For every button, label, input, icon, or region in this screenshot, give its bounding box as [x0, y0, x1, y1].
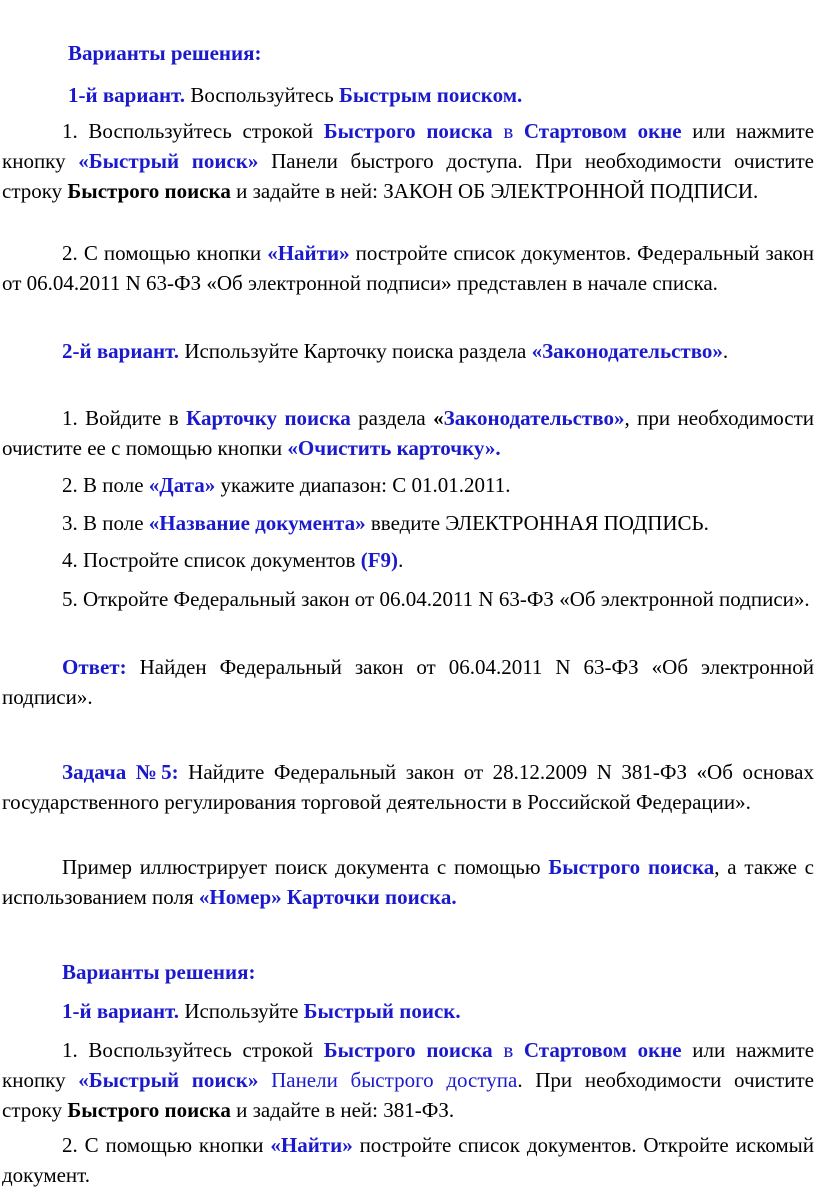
step-title-field: 3. В поле «Название документа» введите ЭЛЕКТРОННАЯ ПОДПИСЬ.: [62, 511, 709, 535]
step-open-law: 5. Откройте Федеральный закон от 06.04.2011 N 63-ФЗ «Об электронной подписи».: [62, 587, 810, 611]
variant-2-label: 2-й вариант.: [62, 339, 180, 363]
step-build-list: 4. Постройте список документов (F9).: [62, 548, 404, 572]
variant-1-label-2: 1-й вариант.: [62, 999, 180, 1023]
answer-line: Ответ: Найден Федеральный закон от 06.04.2011 N 63-ФЗ «Об электронной подписи».: [2, 655, 814, 709]
solutions-heading-2: Варианты решения:: [62, 960, 256, 984]
answer-label: Ответ:: [62, 655, 127, 679]
variant-1-line-2: 1-й вариант. Используйте Быстрый поиск.: [62, 999, 461, 1023]
step-quick-search-2: 1. Воспользуйтесь строкой Быстрого поиска в Стартовом окне или нажмите кнопку «Быстрый поиск» Панели быстрого доступа. При необходимости очистите строку Быстрого поиска и задайте в ней: 381-ФЗ.: [2, 1038, 815, 1122]
solutions-heading: Варианты решения:: [68, 41, 262, 65]
variant-1-line: 1-й вариант. Воспользуйтесь Быстрым поиском.: [68, 83, 523, 107]
variant-2-line: 2-й вариант. Используйте Карточку поиска раздела «Законодательство».: [62, 339, 729, 363]
step-search-card: 1. Войдите в Карточку поиска раздела «Законодательство», при необходимости очистите ее с помощью кнопки «Очистить карточку».: [2, 406, 814, 460]
task-5: Задача №5: Найдите Федеральный закон от 28.12.2009 N 381-ФЗ «Об основах государственного регулирования торговой деятельности в Российской Федерации».: [2, 760, 814, 814]
task-5-label: Задача №5:: [62, 760, 179, 784]
step-find: 2. С помощью кнопки «Найти» постройте список документов. Федеральный закон от 06.04.2011 N 63-ФЗ «Об электронной подписи» представлен в начале списка.: [2, 241, 814, 295]
example-line: Пример иллюстрирует поиск документа с помощью Быстрого поиска, а также с использованием поля «Номер» Карточки поиска.: [2, 855, 815, 909]
step-find-2: 2. С помощью кнопки «Найти» постройте список документов. Откройте искомый документ.: [2, 1133, 814, 1187]
step-date-field: 2. В поле «Дата» укажите диапазон: С 01.01.2011.: [62, 473, 511, 497]
step-quick-search: 1. Воспользуйтесь строкой Быстрого поиска в Стартовом окне или нажмите кнопку «Быстрый поиск» Панели быстрого доступа. При необходимости очистите строку Быстрого поиска и задайте в ней: ЗАКОН ОБ ЭЛЕКТРОННОЙ ПОДПИСИ.: [2, 119, 815, 203]
variant-1-label: 1-й вариант.: [68, 83, 186, 107]
